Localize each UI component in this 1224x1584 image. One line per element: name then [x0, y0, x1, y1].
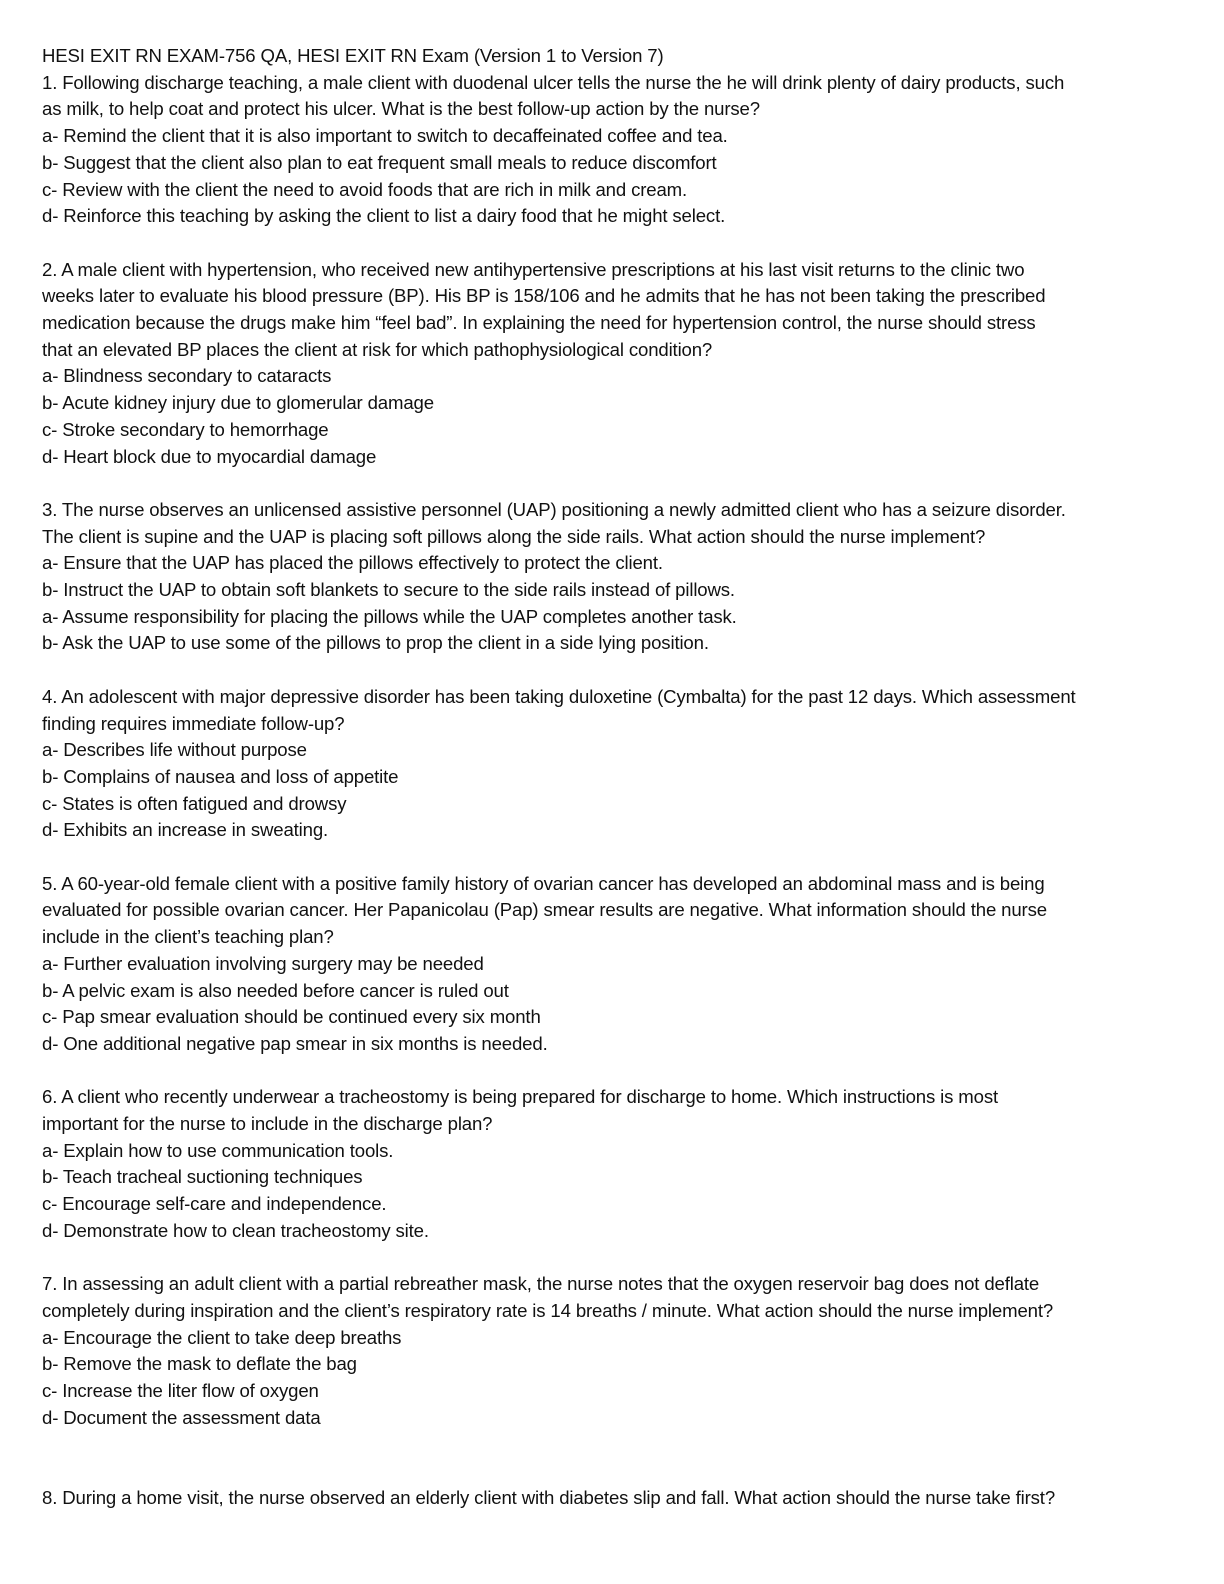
question-4 [42, 684, 1182, 844]
answer-option: a- Blindness secondary to cataracts [42, 365, 332, 387]
answer-option: a- Assume responsibility for placing the pillows while the UAP completes another task. [42, 605, 737, 627]
answer-option: b- Ask the UAP to use some of the pillows to prop the client in a side lying position. [42, 632, 709, 654]
answer-option: d- Reinforce this teaching by asking the client to list a dairy food that he might select. [42, 205, 726, 227]
answer-option: c- Increase the liter flow of oxygen [42, 1380, 319, 1402]
question-stem-line: finding requires immediate follow-up? [42, 712, 345, 734]
answer-option: b- Acute kidney injury due to glomerular damage [42, 392, 434, 414]
question-3 [42, 497, 1182, 657]
question-stem-line: 4. An adolescent with major depressive disorder has been taking duloxetine (Cymbalta) for the past 12 days. Which assessment [42, 685, 1076, 707]
answer-option: c- Review with the client the need to avoid foods that are rich in milk and cream. [42, 178, 688, 200]
question-6 [42, 1084, 1182, 1244]
answer-option: b- Suggest that the client also plan to eat frequent small meals to reduce discomfort [42, 151, 717, 173]
question-stem-line: medication because the drugs make him “feel bad”. In explaining the need for hypertension control, the nurse should stress [42, 312, 1036, 334]
answer-option: d- One additional negative pap smear in six months is needed. [42, 1032, 548, 1054]
answer-option: d- Heart block due to myocardial damage [42, 445, 377, 467]
answer-option: d- Demonstrate how to clean tracheostomy site. [42, 1219, 429, 1241]
question-7 [42, 1271, 1182, 1431]
question-stem-line: completely during inspiration and the client’s respiratory rate is 14 breaths / minute. What action should the nurse implement? [42, 1299, 1054, 1321]
answer-option: a- Explain how to use communication tools. [42, 1139, 394, 1161]
answer-option: c- Pap smear evaluation should be continued every six month [42, 1006, 541, 1028]
question-5 [42, 871, 1182, 1058]
question-stem-line: 2. A male client with hypertension, who received new antihypertensive prescriptions at his last visit returns to the clinic two [42, 258, 1025, 280]
answer-option: a- Describes life without purpose [42, 739, 307, 761]
question-stem-line: The client is supine and the UAP is placing soft pillows along the side rails. What action should the nurse implement? [42, 525, 986, 547]
answer-option: b- Instruct the UAP to obtain soft blankets to secure to the side rails instead of pillows. [42, 579, 735, 601]
question-stem-line: that an elevated BP places the client at risk for which pathophysiological condition? [42, 338, 713, 360]
question-stem-line: important for the nurse to include in the discharge plan? [42, 1113, 493, 1135]
question-stem-line: weeks later to evaluate his blood pressure (BP). His BP is 158/106 and he admits that he has not been taking the prescribed [42, 285, 1046, 307]
paragraph-spacer [42, 470, 1182, 497]
answer-option: a- Encourage the client to take deep breaths [42, 1326, 402, 1348]
answer-option: a- Ensure that the UAP has placed the pillows effectively to protect the client. [42, 552, 663, 574]
answer-option: a- Further evaluation involving surgery may be needed [42, 952, 484, 974]
paragraph-spacer [42, 1431, 1182, 1484]
question-stem-line: evaluated for possible ovarian cancer. Her Papanicolau (Pap) smear results are negative. What information should the nurse [42, 899, 1047, 921]
question-stem-line: 5. A 60-year-old female client with a positive family history of ovarian cancer has developed an abdominal mass and is being [42, 872, 1045, 894]
answer-option: c- Encourage self-care and independence. [42, 1193, 387, 1215]
paragraph-spacer [42, 844, 1182, 871]
document-body [42, 43, 1182, 1512]
answer-option: b- Remove the mask to deflate the bag [42, 1353, 357, 1375]
answer-option: c- Stroke secondary to hemorrhage [42, 418, 329, 440]
paragraph-spacer [42, 657, 1182, 684]
answer-option: d- Document the assessment data [42, 1406, 321, 1428]
document-title: HESI EXIT RN EXAM-756 QA, HESI EXIT RN Exam (Version 1 to Version 7) [42, 45, 664, 66]
answer-option: b- Complains of nausea and loss of appetite [42, 765, 399, 787]
question-stem-line: 7. In assessing an adult client with a partial rebreather mask, the nurse notes that the oxygen reservoir bag does not deflate [42, 1273, 1040, 1295]
question-stem-line: 3. The nurse observes an unlicensed assistive personnel (UAP) positioning a newly admitted client who has a seizure disorder. [42, 498, 1066, 520]
question-stem-line: 1. Following discharge teaching, a male client with duodenal ulcer tells the nurse the he will drink plenty of dairy products, such [42, 71, 1065, 93]
question-2 [42, 257, 1182, 471]
paragraph-spacer [42, 1058, 1182, 1085]
paragraph-spacer [42, 230, 1182, 257]
question-1 [42, 70, 1182, 230]
question-8 [42, 1485, 1182, 1512]
question-stem-line: as milk, to help coat and protect his ulcer. What is the best follow-up action by the nurse? [42, 98, 760, 120]
question-stem-line: 8. During a home visit, the nurse observed an elderly client with diabetes slip and fall. What action should the nurse take first? [42, 1486, 1056, 1508]
answer-option: a- Remind the client that it is also important to switch to decaffeinated coffee and tea. [42, 125, 728, 147]
paragraph-spacer [42, 1245, 1182, 1272]
question-stem-line: include in the client’s teaching plan? [42, 926, 334, 948]
question-stem-line: 6. A client who recently underwear a tracheostomy is being prepared for discharge to home. Which instructions is most [42, 1086, 998, 1108]
answer-option: d- Exhibits an increase in sweating. [42, 819, 329, 841]
answer-option: b- Teach tracheal suctioning techniques [42, 1166, 363, 1188]
answer-option: b- A pelvic exam is also needed before cancer is ruled out [42, 979, 509, 1001]
answer-option: c- States is often fatigued and drowsy [42, 792, 347, 814]
